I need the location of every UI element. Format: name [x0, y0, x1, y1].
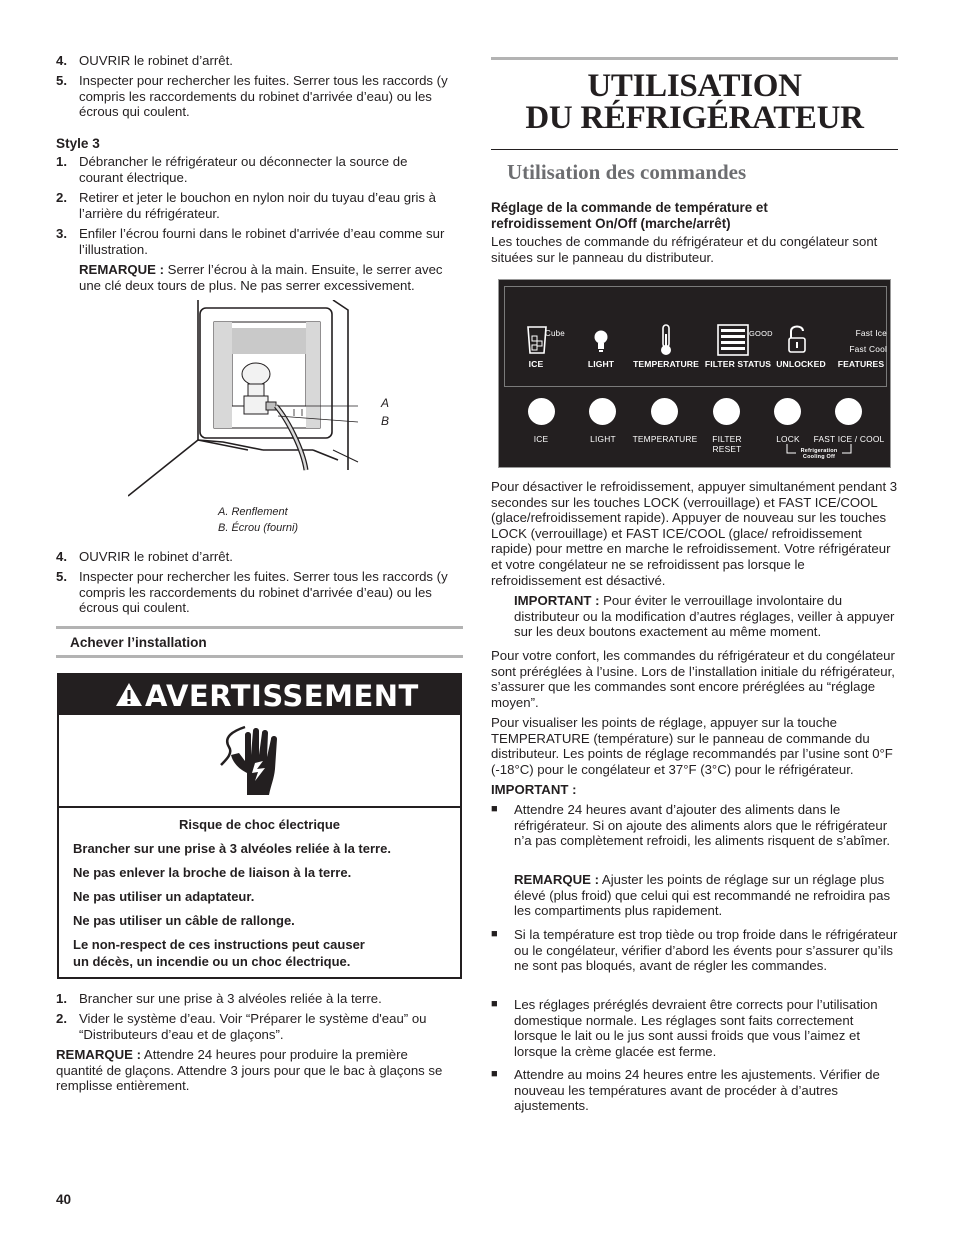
step-text: Inspecter pour rechercher les fuites. Serrer tous les raccords (y compris les raccordements du robinet d'arrivée d’eau) ou les écrous qui coulent.	[79, 569, 448, 616]
bullet-text: Si la température est trop tiède ou trop froide dans le réfrigérateur ou le congélateur, vérifier d’abord les évents pour s’assurer qu’ils ne sont pas bloqués, avant de régler les commandes.	[514, 927, 898, 974]
filter-status-icon	[717, 324, 749, 356]
figure-caption-a: A. Renflement	[218, 506, 288, 518]
intro-paragraph: Les touches de commande du réfrigérateur et du congélateur sont situées sur le panneau du distributeur.	[491, 234, 878, 265]
step-number: 2.	[56, 1011, 67, 1026]
step-text: Inspecter pour rechercher les fuites. Serrer tous les raccords (y compris les raccordements du robinet d'arrivée d’eau) ou les écrous qui coulent.	[79, 73, 448, 120]
important-heading: IMPORTANT :	[491, 782, 577, 797]
warning-title: AVERTISSEMENT	[145, 679, 419, 713]
step-number: 2.	[56, 190, 67, 205]
light-button-label: LIGHT	[590, 434, 616, 444]
step-text: OUVRIR le robinet d’arrêt.	[79, 53, 233, 68]
ice-button-label: ICE	[533, 434, 549, 444]
temperature-indicator-label: TEMPERATURE	[633, 359, 699, 369]
fast-cool-label: Fast Cool	[849, 344, 887, 354]
warning-line: Ne pas utiliser un câble de rallonge.	[73, 913, 295, 928]
filter-button-label: FILTER	[712, 434, 742, 444]
page-title-line-1: UTILISATION	[587, 68, 802, 104]
electric-shock-hand-icon	[219, 725, 289, 797]
warning-divider	[59, 806, 460, 808]
fast-ice-cool-button-label: FAST ICE / COOL	[813, 434, 885, 444]
step-text: OUVRIR le robinet d’arrêt.	[79, 549, 233, 564]
step-number: 5.	[56, 73, 67, 88]
figure-label-b: B	[381, 414, 390, 428]
figure-caption-b: B. Écrou (fourni)	[218, 522, 299, 534]
page-number: 40	[56, 1192, 72, 1207]
warning-triangle-icon	[115, 682, 143, 707]
bullet-square-icon: ■	[491, 803, 498, 815]
warning-line: Ne pas enlever la broche de liaison à la terre.	[73, 865, 352, 880]
title-rule-bottom	[491, 149, 898, 150]
bullet-text: Attendre 24 heures avant d’ajouter des aliments dans le réfrigérateur. Si on ajoute des aliments alors que le réfrigérateur n’a pas complètement refroidi, les aliments risquent de s’abîmer.	[514, 802, 891, 849]
important-text: Pour éviter le verrouillage involontaire du distributeur ou la modification d’autres réglages, veiller à appuyer sur les deux boutons exactement au même moment.	[514, 593, 895, 640]
paragraph-setpoints: Pour visualiser les points de réglage, appuyer sur la touche TEMPERATURE (température) sur le panneau de commande du distributeur. Les points de réglage recommandés par l’usine sont 0°F (-18°C) pour le congélateur et 37°F (3°C) pour le réfrigérateur.	[491, 715, 893, 777]
good-label: GOOD	[749, 329, 773, 338]
lock-button[interactable]	[774, 398, 801, 425]
step-number: 3.	[56, 226, 67, 241]
style3-heading: Style 3	[56, 136, 100, 151]
temperature-button-label: TEMPERATURE	[632, 434, 698, 444]
features-indicator-label: FEATURES	[837, 359, 885, 369]
warning-line: Le non-respect de ces instructions peut causer	[73, 937, 365, 952]
fast-ice-cool-button[interactable]	[835, 398, 862, 425]
step-text: Retirer et jeter le bouchon en nylon noir du tuyau d’eau gris à l’arrière du réfrigérateur.	[79, 190, 437, 221]
unlocked-indicator-label: UNLOCKED	[776, 359, 826, 369]
bullet-square-icon: ■	[491, 928, 498, 940]
bullet-text: Attendre au moins 24 heures entre les ajustements. Vérifier de nouveau les températures avant de procéder à d’autres ajustements.	[514, 1067, 880, 1114]
cube-label: Cube	[545, 329, 565, 338]
subheading: Réglage de la commande de température et refroidissement On/Off (marche/arrêt)	[491, 200, 768, 231]
bullet-text: Les réglages préréglés devraient être corrects pour l’utilisation domestique normale. Les réglages sont faits correctement lorsque le lait ou le jus sont aussi froids que vous l’aimez et lorsque la crème glacée est ferme.	[514, 997, 878, 1059]
step-text: Enfiler l’écrou fourni dans le robinet d'arrivée d’eau comme sur l’illustration.	[79, 226, 445, 257]
light-bulb-icon	[593, 330, 609, 354]
note-2	[56, 1047, 456, 1094]
warning-box	[57, 673, 462, 979]
filter-reset-button[interactable]	[713, 398, 740, 425]
ice-button[interactable]	[528, 398, 555, 425]
step-text: Débrancher le réfrigérateur ou déconnecter la source de courant électrique.	[79, 154, 408, 185]
note-label: REMARQUE :	[514, 872, 599, 887]
unlocked-padlock-icon	[787, 324, 807, 354]
ice-indicator-label: ICE	[528, 359, 544, 369]
light-indicator-label: LIGHT	[587, 359, 615, 369]
bullet-square-icon: ■	[491, 1068, 498, 1080]
step-text: Brancher sur une prise à 3 alvéoles reliée à la terre.	[79, 991, 382, 1006]
step-text: Vider le système d’eau. Voir “Préparer le système d'eau” ou “Distributeurs d’eau et de glaçons”.	[79, 1011, 427, 1042]
step-number: 4.	[56, 53, 67, 68]
figure-label-a: A	[381, 396, 390, 410]
section-subtitle: Utilisation des commandes	[507, 160, 747, 184]
paragraph-cooling-off: Pour désactiver le refroidissement, appuyer simultanément pendant 3 secondes sur les touches LOCK (verrouillage) et FAST ICE/COOL (glace/refroidissement rapide). Appuyer de nouveau sur les touches LOCK (verrouillage) et FAST ICE/COOL (glace/ refroidissement rapide) pour mettre en marche le refroidissement. Votre réfrigérateur et votre congélateur ne se refroidissent pas lorsque le refroidissement est désactivé.	[491, 479, 898, 588]
section-rule-bottom	[56, 655, 463, 658]
step-number: 1.	[56, 154, 67, 169]
title-rule-top	[491, 57, 898, 60]
note-text: Ajuster les points de réglage sur un réglage plus élevé (plus froid) que celui qui est recommandé ne refroidira pas les compartiments plus rapidement.	[514, 872, 891, 919]
warning-line: un décès, un incendie ou un choc électrique.	[73, 954, 351, 969]
filter-status-indicator-label: FILTER STATUS	[704, 359, 772, 369]
section-heading: Achever l’installation	[70, 635, 207, 650]
step-number: 5.	[56, 569, 67, 584]
note-label: REMARQUE :	[79, 262, 164, 277]
step-number: 4.	[56, 549, 67, 564]
paragraph-presets: Pour votre confort, les commandes du réfrigérateur et du congélateur sont préréglées à l’usine. Lors de l’installation initiale du réfrigérateur, s’assurer que les commandes sont encore préréglées au “réglage moyen”.	[491, 648, 895, 710]
bullet-note	[514, 872, 898, 919]
refrigeration-label: Refrigeration	[800, 448, 838, 454]
fast-ice-label: Fast Ice	[855, 328, 887, 338]
warning-line: Ne pas utiliser un adaptateur.	[73, 889, 255, 904]
thermometer-icon	[659, 324, 673, 356]
note-text: Attendre 24 heures pour produire la première quantité de glaçons. Attendre 3 jours pour que le bac à glaçons se remplisse entièrement.	[56, 1047, 443, 1094]
step-number: 1.	[56, 991, 67, 1006]
warning-line: Brancher sur une prise à 3 alvéoles reliée à la terre.	[73, 841, 391, 856]
important-note-1	[514, 593, 898, 640]
page-title-line-2: DU RÉFRIGÉRATEUR	[525, 100, 864, 136]
note-1	[79, 262, 462, 293]
note-label: REMARQUE :	[56, 1047, 141, 1062]
temperature-button[interactable]	[651, 398, 678, 425]
bullet-square-icon: ■	[491, 998, 498, 1010]
cooling-off-label: Cooling Off	[802, 454, 836, 460]
note-text: Serrer l’écrou à la main. Ensuite, le serrer avec une clé deux tours de plus. Ne pas serrer excessivement.	[79, 262, 443, 293]
section-rule-top	[56, 626, 463, 629]
light-button[interactable]	[589, 398, 616, 425]
important-label: IMPORTANT :	[514, 593, 600, 608]
warning-risk: Risque de choc électrique	[178, 817, 341, 832]
reset-button-label: RESET	[712, 444, 742, 454]
dispenser-control-panel	[498, 279, 891, 468]
lock-button-label: LOCK	[776, 434, 800, 444]
